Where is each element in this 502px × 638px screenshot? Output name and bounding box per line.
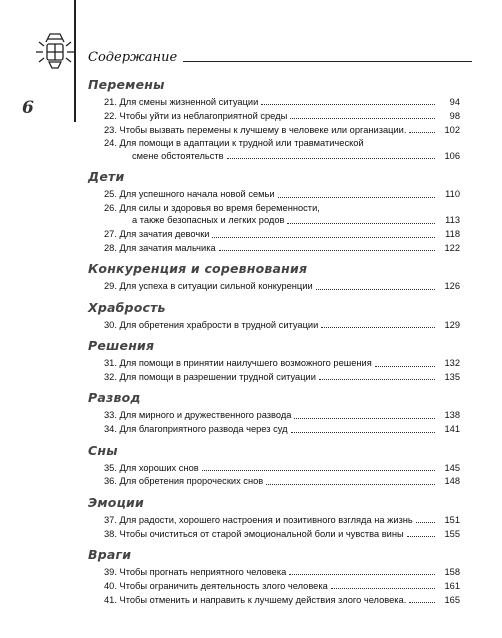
page-number: 6 (22, 98, 34, 118)
section-title: Дети (88, 169, 125, 185)
toc-entry[interactable] (104, 137, 460, 162)
leader-dots (409, 132, 435, 133)
toc-entry[interactable] (104, 202, 460, 227)
section-title: Конкуренция и соревнования (88, 261, 308, 277)
entry-text: 26. Для силы и здоровья во время беременности, (104, 203, 320, 213)
toc-section (88, 299, 460, 331)
page-header (88, 50, 472, 65)
entry-text: 21. Для смены жизненной ситуации (104, 97, 259, 107)
entry-page-number: 98 (449, 110, 460, 121)
entry-text: 29. Для успеха в ситуации сильной конкуренции (104, 281, 313, 292)
section-title: Решения (88, 338, 155, 354)
section-title: Развод (88, 390, 141, 406)
lamp-icon (30, 30, 76, 76)
toc-entry[interactable] (104, 280, 460, 292)
entry-text: 36. Для обретения пророческих снов (104, 476, 264, 487)
leader-dots (331, 588, 435, 589)
entry-page-number: 158 (444, 567, 460, 578)
entry-text: 27. Для зачатия девочки (104, 229, 210, 240)
entry-text: 22. Чтобы уйти из неблагоприятной среды (104, 110, 288, 121)
toc-section (88, 76, 460, 162)
entry-page-number: 106 (444, 150, 460, 161)
entry-page-number: 110 (445, 189, 460, 200)
leader-dots (261, 104, 435, 105)
leader-dots (375, 366, 435, 367)
entry-page-number: 161 (444, 580, 460, 591)
entry-page-number: 135 (444, 372, 460, 383)
entry-page-number: 148 (444, 476, 460, 487)
toc-entry[interactable] (104, 124, 460, 136)
leader-dots (227, 158, 435, 159)
entry-page-number: 165 (444, 594, 460, 605)
toc-entry[interactable] (104, 566, 460, 578)
entry-page-number: 118 (445, 229, 460, 240)
entry-text: 31. Для помощи в принятии наилучшего возможного решения (104, 358, 372, 369)
toc-entry[interactable] (104, 514, 460, 526)
toc-entry[interactable] (104, 423, 460, 435)
toc-section (88, 337, 460, 383)
leader-dots (219, 250, 435, 251)
entry-text: 25. Для успешного начала новой семьи (104, 189, 275, 200)
toc-entry[interactable] (104, 319, 460, 331)
leader-dots (289, 574, 435, 575)
toc-entry[interactable] (104, 475, 460, 487)
toc-section (88, 260, 460, 292)
entry-text: 41. Чтобы отменить и направить к лучшему действия злого человека. (104, 594, 407, 605)
leader-dots (416, 522, 435, 523)
leader-dots (266, 484, 435, 485)
entry-page-number: 126 (444, 281, 460, 292)
entry-text: 30. Для обретения храбрости в трудной ситуации (104, 319, 319, 330)
entry-text-continued: смене обстоятельств (132, 150, 224, 161)
header-title: Содержание (88, 50, 178, 65)
toc-section (88, 442, 460, 488)
entry-page-number: 155 (444, 528, 460, 539)
leader-dots (407, 536, 435, 537)
toc-section (88, 546, 460, 606)
leader-dots (316, 289, 435, 290)
entry-page-number: 141 (444, 424, 460, 435)
leader-dots (290, 118, 435, 119)
entry-page-number: 145 (444, 462, 460, 473)
entry-text: 39. Чтобы прогнать неприятного человека (104, 567, 287, 578)
entry-text: 33. Для мирного и дружественного развода (104, 410, 292, 421)
leader-dots (278, 197, 435, 198)
leader-dots (291, 432, 435, 433)
entry-text: 32. Для помощи в разрешении трудной ситуации (104, 372, 316, 383)
entry-text-continued: а также безопасных и легких родов (132, 215, 285, 226)
toc-entry[interactable] (104, 96, 460, 108)
toc-entry[interactable] (104, 357, 460, 369)
table-of-contents (88, 70, 460, 607)
toc-entry[interactable] (104, 462, 460, 474)
entry-page-number: 132 (444, 358, 460, 369)
leader-dots (202, 470, 435, 471)
toc-entry[interactable] (104, 371, 460, 383)
leader-dots (287, 223, 435, 224)
entry-page-number: 94 (449, 97, 460, 107)
toc-entry[interactable] (104, 242, 460, 254)
entry-text: 37. Для радости, хорошего настроения и позитивного взгляда на жизнь (104, 514, 413, 525)
section-title: Враги (88, 547, 132, 563)
toc-entry[interactable] (104, 110, 460, 122)
leader-dots (409, 602, 435, 603)
entry-text: 34. Для благоприятного развода через суд (104, 424, 288, 435)
toc-entry[interactable] (104, 580, 460, 592)
toc-entry[interactable] (104, 228, 460, 240)
entry-continuation (104, 214, 460, 226)
entry-page-number: 102 (444, 124, 460, 135)
leader-dots (319, 379, 435, 380)
toc-entry[interactable] (104, 594, 460, 606)
entry-page-number: 122 (444, 243, 460, 253)
entry-text: 40. Чтобы ограничить деятельность злого человека (104, 580, 328, 591)
entry-page-number: 113 (445, 215, 460, 226)
entry-text: 38. Чтобы очиститься от старой эмоциональной боли и чувства вины (104, 528, 404, 539)
section-title: Эмоции (88, 494, 144, 510)
entry-text: 24. Для помощи в адаптации к трудной или травматической (104, 138, 364, 149)
section-title: Перемены (88, 77, 165, 92)
entry-continuation (104, 150, 460, 162)
header-rule (183, 61, 472, 62)
section-title: Храбрость (88, 299, 166, 315)
leader-dots (294, 418, 435, 419)
leader-dots (212, 237, 435, 238)
entry-text: 28. Для зачатия мальчика (104, 243, 216, 253)
toc-section (88, 494, 460, 540)
toc-section (88, 389, 460, 435)
entry-page-number: 138 (444, 410, 460, 421)
toc-entry[interactable] (104, 409, 460, 421)
toc-entry[interactable] (104, 528, 460, 540)
toc-section (88, 168, 460, 254)
entry-text: 35. Для хороших снов (104, 462, 199, 473)
entry-text: 23. Чтобы вызвать перемены к лучшему в человеке или организации. (104, 124, 407, 135)
entry-page-number: 129 (444, 319, 460, 330)
entry-page-number: 151 (444, 514, 460, 525)
toc-entry[interactable] (104, 188, 460, 200)
leader-dots (321, 327, 435, 328)
section-title: Сны (88, 442, 118, 458)
